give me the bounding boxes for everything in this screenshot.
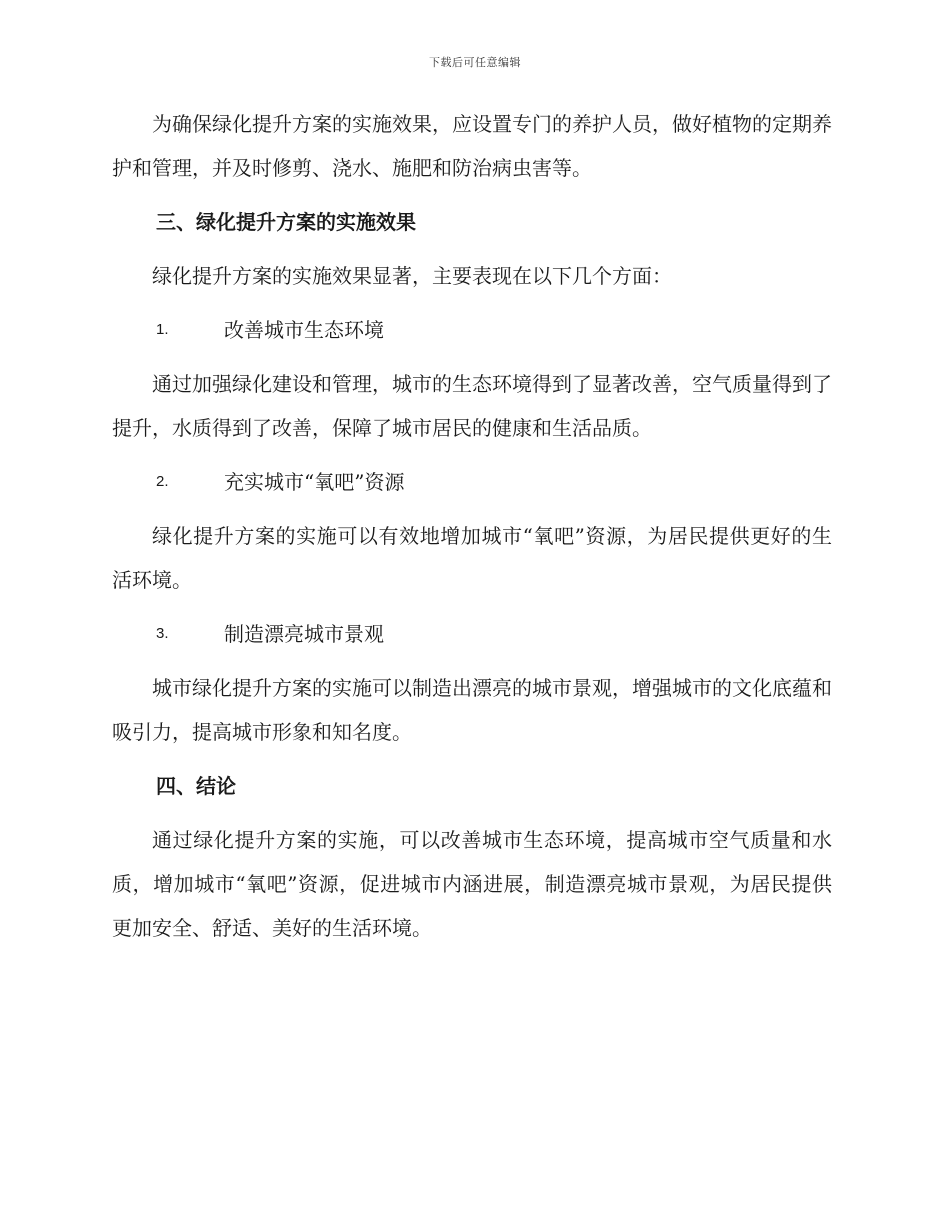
list-item-label: 改善城市生态环境 xyxy=(224,318,384,342)
list-number: 2. xyxy=(156,473,169,490)
list-item-label: 充实城市“氧吧”资源 xyxy=(224,470,405,494)
page-header: 下载后可任意编辑 xyxy=(429,56,521,69)
paragraph-conclusion: 通过绿化提升方案的实施，可以改善城市生态环境，提高城市空气质量和水质，增加城市“氧吧”资源，促进城市内涵进展，制造漂亮城市景观，为居民提供更加安全、舒适、美好的生活环境。 xyxy=(112,828,832,940)
list-item-1 xyxy=(112,308,832,352)
section-heading-4: 四、结论 xyxy=(156,774,236,798)
paragraph-landscape: 城市绿化提升方案的实施可以制造出漂亮的城市景观，增强城市的文化底蕴和吸引力，提高城市形象和知名度。 xyxy=(112,676,832,744)
list-number: 3. xyxy=(156,625,169,642)
paragraph-effects-intro: 绿化提升方案的实施效果显著，主要表现在以下几个方面： xyxy=(152,264,672,288)
document-body xyxy=(112,102,832,960)
paragraph-oxygen: 绿化提升方案的实施可以有效地增加城市“氧吧”资源，为居民提供更好的生活环境。 xyxy=(112,524,832,592)
list-item-2 xyxy=(112,460,832,504)
paragraph-ecology: 通过加强绿化建设和管理，城市的生态环境得到了显著改善，空气质量得到了提升，水质得到了改善，保障了城市居民的健康和生活品质。 xyxy=(112,372,832,440)
paragraph-maintenance: 为确保绿化提升方案的实施效果，应设置专门的养护人员，做好植物的定期养护和管理，并及时修剪、浇水、施肥和防治病虫害等。 xyxy=(112,112,832,180)
list-number: 1. xyxy=(156,321,169,338)
list-item-3 xyxy=(112,612,832,656)
list-item-label: 制造漂亮城市景观 xyxy=(224,622,384,646)
section-heading-3: 三、绿化提升方案的实施效果 xyxy=(156,210,416,234)
